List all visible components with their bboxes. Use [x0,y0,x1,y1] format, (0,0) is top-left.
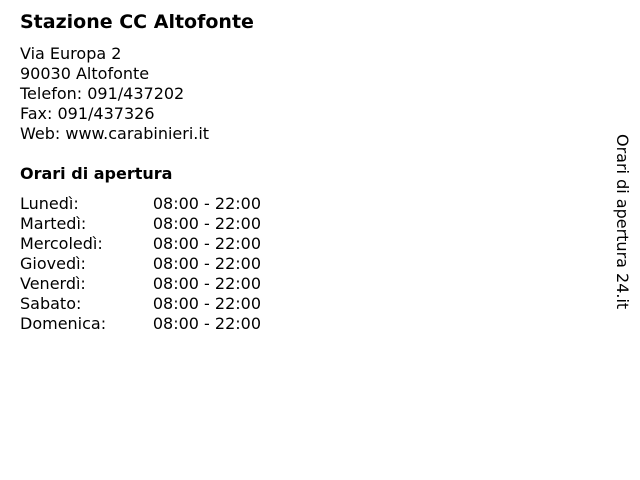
street-address: Via Europa 2 [20,44,122,63]
phone-number[interactable]: Telefon: 091/437202 [20,84,185,103]
time-range: 08:00 - 22:00 [152,314,261,333]
time-range: 08:00 - 22:00 [152,254,261,273]
time-range: 08:00 - 22:00 [152,234,261,253]
day-label: Martedì: [20,214,87,233]
day-label: Domenica: [20,314,107,333]
city-postal: 90030 Altofonte [20,64,150,83]
station-title: Stazione CC Altofonte [20,11,254,33]
fax-number: Fax: 091/437326 [20,104,155,123]
time-range: 08:00 - 22:00 [152,274,261,293]
day-label: Venerdì: [20,274,86,293]
time-range: 08:00 - 22:00 [152,194,261,213]
day-label: Mercoledì: [20,234,103,253]
opening-hours-heading: Orari di apertura [20,164,173,183]
day-label: Sabato: [20,294,82,313]
day-label: Lunedì: [20,194,79,213]
time-range: 08:00 - 22:00 [152,294,261,313]
time-range: 08:00 - 22:00 [152,214,261,233]
site-watermark[interactable]: Orari di apertura 24.it [613,134,632,310]
website-link[interactable]: Web: www.carabinieri.it [20,124,210,143]
day-label: Giovedì: [20,254,86,273]
contact-block [20,44,209,144]
